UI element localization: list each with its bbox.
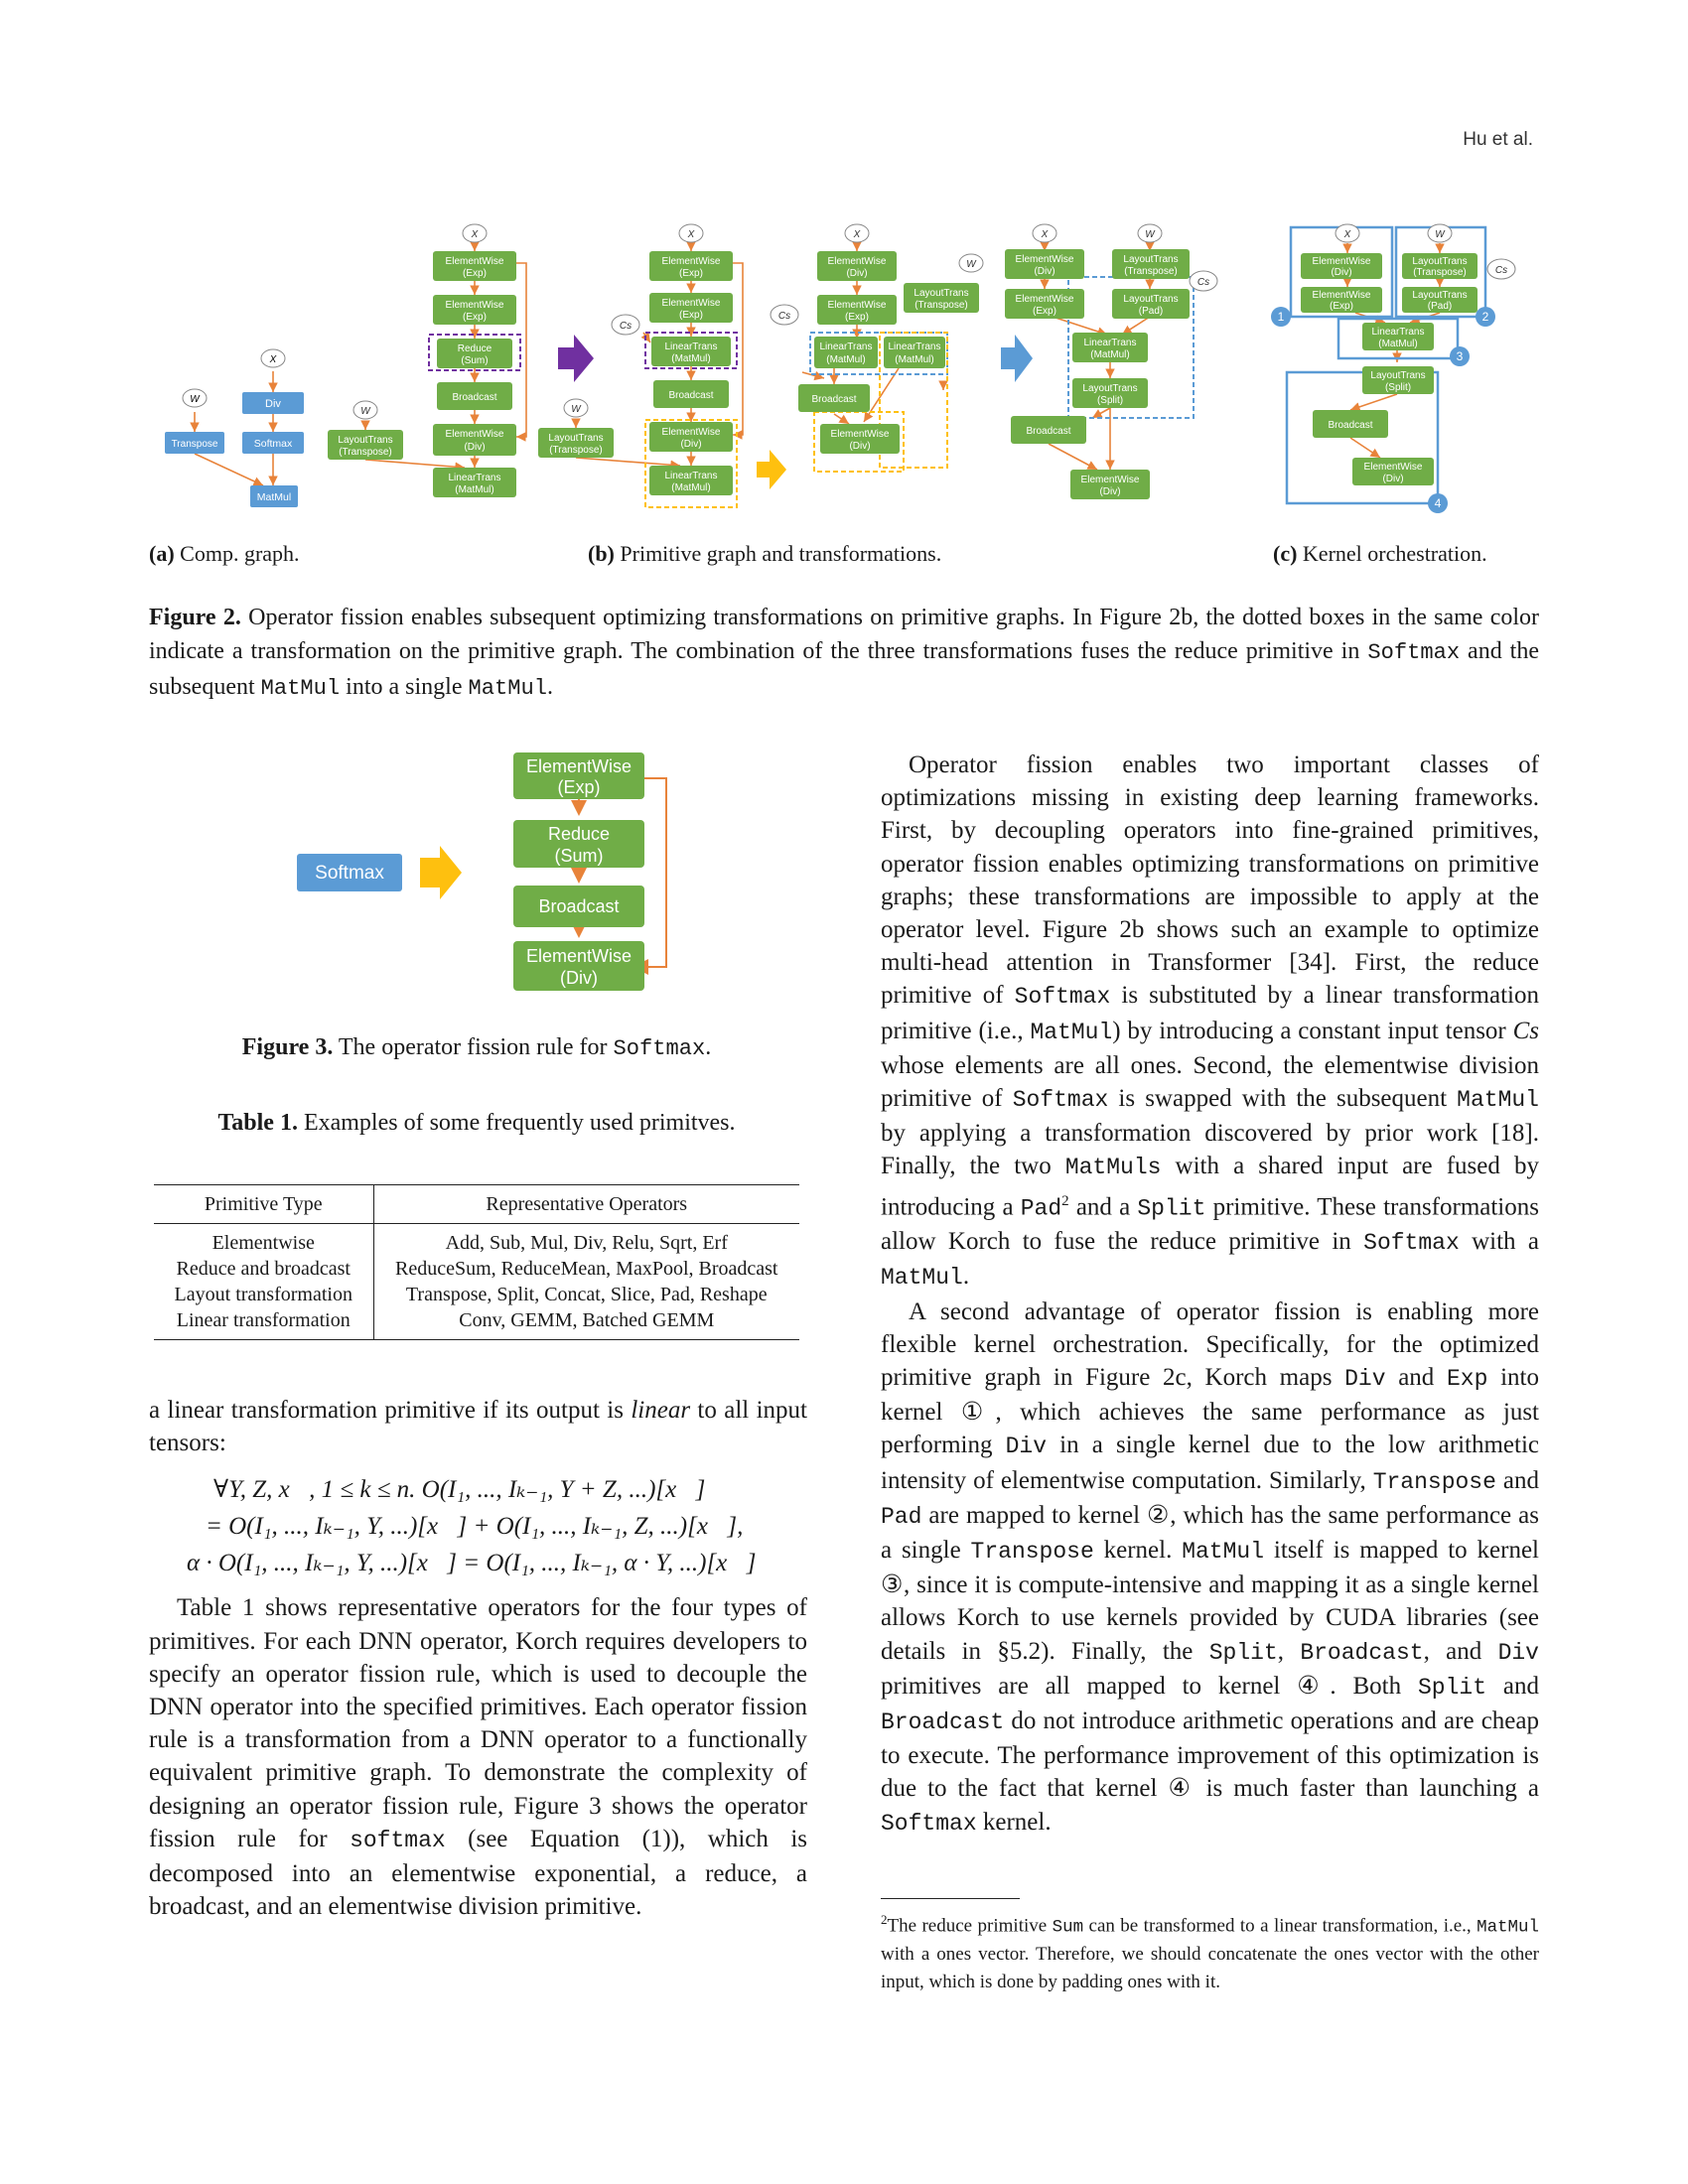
svg-text:(Exp): (Exp) <box>845 312 869 323</box>
paragraph-fission-1: Operator fission enables two important classes of optimizations missing in existing deep learning frameworks. First, by decoupling operators into fine-grained primitives, operator fission enables optimizing transformations on primitive graphs; these transformations are impossible to apply at the operator level. Figure 2b shows such an example to optimize multi-head attention in Transformer [34]. First, the reduce primitive of Softmax is substituted by a linear transformation primitive (i.e., MatMul) by introducing a constant input tensor Cs whose elements are all ones. Second, the elementwise division primitive of Softmax is swapped with the subsequent MatMul by applying a transformation discovered by prior work [18]. Finally, the two MatMuls with a shared input are fused by introducing a Pad$^2$ and a Split primitive. These transformations allow Korch to fuse the reduce primitive in Softmax with a MatMul. <box>881 751 1539 1292</box>
svg-text:(Exp): (Exp) <box>679 310 703 321</box>
table-1-caption: Table 1. Examples of some frequently used primitves. <box>217 1110 736 1136</box>
svg-text:X: X <box>687 229 695 240</box>
svg-text:(MatMul): (MatMul) <box>455 484 494 495</box>
svg-text:ElementWise: ElementWise <box>1015 294 1074 305</box>
svg-text:LayoutTrans: LayoutTrans <box>1123 254 1179 265</box>
svg-text:LinearTrans: LinearTrans <box>888 341 941 352</box>
svg-text:LinearTrans: LinearTrans <box>448 473 501 483</box>
svg-text:3: 3 <box>1456 349 1464 363</box>
svg-text:(MatMul): (MatMul) <box>671 482 711 493</box>
svg-text:ElementWise: ElementWise <box>827 300 887 311</box>
svg-text:ElementWise: ElementWise <box>827 256 887 267</box>
table-row: Layout transformation Transpose, Split, Concat, Slice, Pad, Reshape <box>154 1282 799 1307</box>
svg-text:ElementWise: ElementWise <box>525 946 633 966</box>
svg-text:(Div): (Div) <box>849 441 871 452</box>
svg-text:(Sum): (Sum) <box>461 355 489 366</box>
svg-text:LinearTrans: LinearTrans <box>1371 327 1425 338</box>
svg-text:(Exp): (Exp) <box>679 268 703 279</box>
svg-text:X: X <box>471 229 479 240</box>
svg-text:ElementWise: ElementWise <box>445 256 504 267</box>
svg-text:W: W <box>190 394 200 405</box>
svg-text:(Transpose): (Transpose) <box>1413 267 1467 278</box>
svg-text:(Exp): (Exp) <box>463 312 487 323</box>
svg-text:(Div): (Div) <box>680 439 702 450</box>
svg-text:1: 1 <box>1277 310 1285 324</box>
svg-text:ElementWise: ElementWise <box>1080 475 1140 485</box>
svg-text:(MatMul): (MatMul) <box>895 354 934 365</box>
running-head: Hu et al. <box>1463 129 1533 150</box>
svg-text:LayoutTrans: LayoutTrans <box>1370 370 1426 381</box>
subcaption-a: (a) Comp. graph. <box>149 541 300 566</box>
svg-text:Broadcast: Broadcast <box>538 896 620 916</box>
svg-text:(MatMul): (MatMul) <box>671 353 711 364</box>
svg-text:(MatMul): (MatMul) <box>826 354 866 365</box>
table-header-operators: Representative Operators <box>373 1185 799 1224</box>
svg-text:(Exp): (Exp) <box>1033 306 1056 317</box>
svg-text:(Pad): (Pad) <box>1138 306 1164 317</box>
svg-text:ElementWise: ElementWise <box>525 756 633 776</box>
fission-arrow <box>420 846 462 899</box>
svg-text:(Div): (Div) <box>464 442 486 453</box>
subcaption-c: (c) Kernel orchestration. <box>1273 541 1487 566</box>
table-1 <box>154 1184 799 1340</box>
figure-2-diagram <box>149 204 1539 521</box>
svg-text:(Sum): (Sum) <box>554 846 604 866</box>
svg-text:X: X <box>1343 229 1351 240</box>
svg-text:Reduce: Reduce <box>547 824 611 844</box>
svg-text:MatMul: MatMul <box>256 491 292 503</box>
svg-text:(Div): (Div) <box>1382 474 1404 484</box>
svg-text:LayoutTrans: LayoutTrans <box>1082 383 1138 394</box>
svg-text:ElementWise: ElementWise <box>1015 254 1074 265</box>
subcaption-b: (b) Primitive graph and transformations. <box>588 541 942 566</box>
primitive-graph-3 <box>771 224 983 454</box>
paragraph-fission-2: A second advantage of operator fission is enabling more flexible kernel orchestration. Specifically, for the optimized primitive graph in Figure 2c, Korch maps Div and Exp into kernel ①, which achieves the same performance as just performing Div in a single kernel due to the low arithmetic intensity of elementwise computation. Similarly, Transpose and Pad are mapped to kernel ②, which has the same performance as a single Transpose kernel. MatMul itself is mapped to kernel ③, since it is compute-intensive and mapping it as a single kernel allows Korch to use kernels provided by CUDA libraries (see details in §5.2). Finally, the Split, Broadcast, and Div primitives are all mapped to kernel ④. Both Split and Broadcast do not introduce arithmetic operations and are cheap to execute. The performance improvement of this optimization is due to the fact that kernel ④ is much faster than launching a Softmax kernel. <box>881 1297 1540 1837</box>
svg-text:ElementWise: ElementWise <box>661 256 721 267</box>
svg-text:(Div): (Div) <box>560 968 598 988</box>
svg-text:(Transpose): (Transpose) <box>339 447 392 458</box>
transform-arrow-purple <box>558 335 594 382</box>
svg-text:Broadcast: Broadcast <box>1026 426 1071 437</box>
svg-text:W: W <box>966 259 976 270</box>
figure-3-caption: Figure 3. The operator fission rule for Softmax. <box>241 1034 712 1061</box>
svg-text:(MatMul): (MatMul) <box>1378 339 1418 349</box>
svg-text:LayoutTrans: LayoutTrans <box>914 288 969 299</box>
comp-graph <box>165 349 304 507</box>
svg-text:ElementWise: ElementWise <box>661 298 721 309</box>
transform-arrow-yellow <box>757 450 786 489</box>
svg-text:LinearTrans: LinearTrans <box>1083 338 1137 348</box>
svg-text:Softmax: Softmax <box>315 863 384 884</box>
svg-text:LayoutTrans: LayoutTrans <box>338 435 393 446</box>
svg-text:W: W <box>1435 229 1445 240</box>
svg-text:X: X <box>269 354 277 365</box>
fission-edges <box>579 778 666 967</box>
svg-text:X: X <box>853 229 861 240</box>
table-header-type: Primitive Type <box>154 1185 373 1224</box>
svg-text:W: W <box>1145 229 1155 240</box>
svg-text:Div: Div <box>265 398 281 410</box>
right-column <box>881 749 1539 1841</box>
svg-text:Broadcast: Broadcast <box>811 394 857 405</box>
svg-text:Cs: Cs <box>1494 265 1508 276</box>
svg-text:4: 4 <box>1434 496 1442 510</box>
figure-3-diagram <box>293 743 680 1011</box>
svg-text:2: 2 <box>1481 310 1489 324</box>
svg-text:W: W <box>571 404 581 415</box>
svg-text:LinearTrans: LinearTrans <box>664 341 718 352</box>
svg-text:(Exp): (Exp) <box>463 268 487 279</box>
svg-text:ElementWise: ElementWise <box>445 300 504 311</box>
svg-text:Cs: Cs <box>777 311 791 322</box>
left-column <box>149 1394 807 1923</box>
footnote-rule <box>881 1898 1020 1899</box>
primitive-graph-4 <box>1005 224 1217 499</box>
svg-text:ElementWise: ElementWise <box>1312 256 1371 267</box>
svg-text:LayoutTrans: LayoutTrans <box>548 433 604 444</box>
svg-text:ElementWise: ElementWise <box>445 429 504 440</box>
svg-text:ElementWise: ElementWise <box>661 427 721 438</box>
svg-text:(Exp): (Exp) <box>1330 301 1353 312</box>
equation-1: ∀Y, Z, x⃗, 1 ≤ k ≤ n. O(I₁, ..., Iₖ₋₁, Y + Z, ...)[x⃗] = O(I₁, ..., Iₖ₋₁, Y, ...)[x⃗] + O(I₁, ..., Iₖ₋₁, Z, ...)[x⃗], α · O(I₁, ..., Iₖ₋₁, Y, ...)[x⃗] = O(I₁, ..., Iₖ₋₁, α · Y, ...)[x⃗] <box>187 1476 757 1577</box>
transform-arrow-blue <box>1001 335 1033 382</box>
svg-text:ElementWise: ElementWise <box>1363 462 1423 473</box>
svg-text:Broadcast: Broadcast <box>668 390 714 401</box>
svg-text:Cs: Cs <box>619 321 633 332</box>
svg-text:Cs: Cs <box>1196 277 1210 288</box>
svg-text:(Transpose): (Transpose) <box>1124 266 1178 277</box>
svg-text:(Div): (Div) <box>846 268 868 279</box>
footnote: $^2$The reduce primitive Sum can be transformed to a linear transformation, i.e., MatMul with a ones vector. Therefore, we should concatenate the ones vector with the other input, which is done by padding ones with it. <box>881 1912 1539 1993</box>
svg-text:(Div): (Div) <box>1034 266 1055 277</box>
primitive-graph-1 <box>328 224 516 497</box>
table-row: Elementwise Add, Sub, Mul, Div, Relu, Sqrt, Erf <box>154 1224 799 1257</box>
svg-text:(Div): (Div) <box>1331 267 1352 278</box>
svg-text:Softmax: Softmax <box>253 438 293 450</box>
svg-text:LayoutTrans: LayoutTrans <box>1412 256 1468 267</box>
svg-text:(Div): (Div) <box>1099 486 1121 497</box>
svg-text:(Transpose): (Transpose) <box>549 445 603 456</box>
svg-text:LinearTrans: LinearTrans <box>819 341 873 352</box>
svg-text:ElementWise: ElementWise <box>1312 290 1371 301</box>
svg-text:(Pad): (Pad) <box>1427 301 1453 312</box>
svg-text:LayoutTrans: LayoutTrans <box>1412 290 1468 301</box>
svg-text:Transpose: Transpose <box>171 439 218 450</box>
svg-text:LinearTrans: LinearTrans <box>664 471 718 481</box>
svg-text:X: X <box>1041 229 1049 240</box>
svg-text:(Split): (Split) <box>1384 382 1412 393</box>
softmax-node <box>297 854 402 891</box>
paragraph-linearity: a linear transformation primitive if its output is linear to all input tensors: <box>149 1397 808 1457</box>
svg-text:(Exp): (Exp) <box>557 777 601 797</box>
svg-text:W: W <box>360 406 370 417</box>
svg-text:(MatMul): (MatMul) <box>1090 349 1130 360</box>
svg-text:Broadcast: Broadcast <box>452 392 497 403</box>
table-row: Reduce and broadcast ReduceSum, ReduceMean, MaxPool, Broadcast <box>154 1256 799 1282</box>
svg-text:Broadcast: Broadcast <box>1328 420 1373 431</box>
figure-2-caption: Figure 2. Operator fission enables subsequent optimizing transformations on primitive graphs. In Figure 2b, the dotted boxes in the same color indicate a transformation on the primitive graph. The combination of the three transformations fuses the reduce primitive in Softmax and the subsequent MatMul into a single MatMul. <box>149 605 1540 701</box>
table-row: Linear transformation Conv, GEMM, Batched GEMM <box>154 1307 799 1339</box>
svg-text:(Split): (Split) <box>1096 395 1124 406</box>
svg-text:LayoutTrans: LayoutTrans <box>1123 294 1179 305</box>
svg-text:(Transpose): (Transpose) <box>914 300 968 311</box>
svg-text:Reduce: Reduce <box>457 343 492 354</box>
svg-text:ElementWise: ElementWise <box>830 429 890 440</box>
paragraph-table1: Table 1 shows representative operators for the four types of primitives. For each DNN operator, Korch requires developers to specify an operator fission rule, which is used to decouple the DNN operator into the specified primitives. Each operator fission rule is a transformation from a DNN operator to a functionally equivalent primitive graph. To demonstrate the complexity of designing an operator fission rule, Figure 3 shows the operator fission rule for softmax (see Equation (1)), which is decomposed into an elementwise exponential, a reduce, a broadcast, and an elementwise division primitive. <box>149 1594 807 1921</box>
